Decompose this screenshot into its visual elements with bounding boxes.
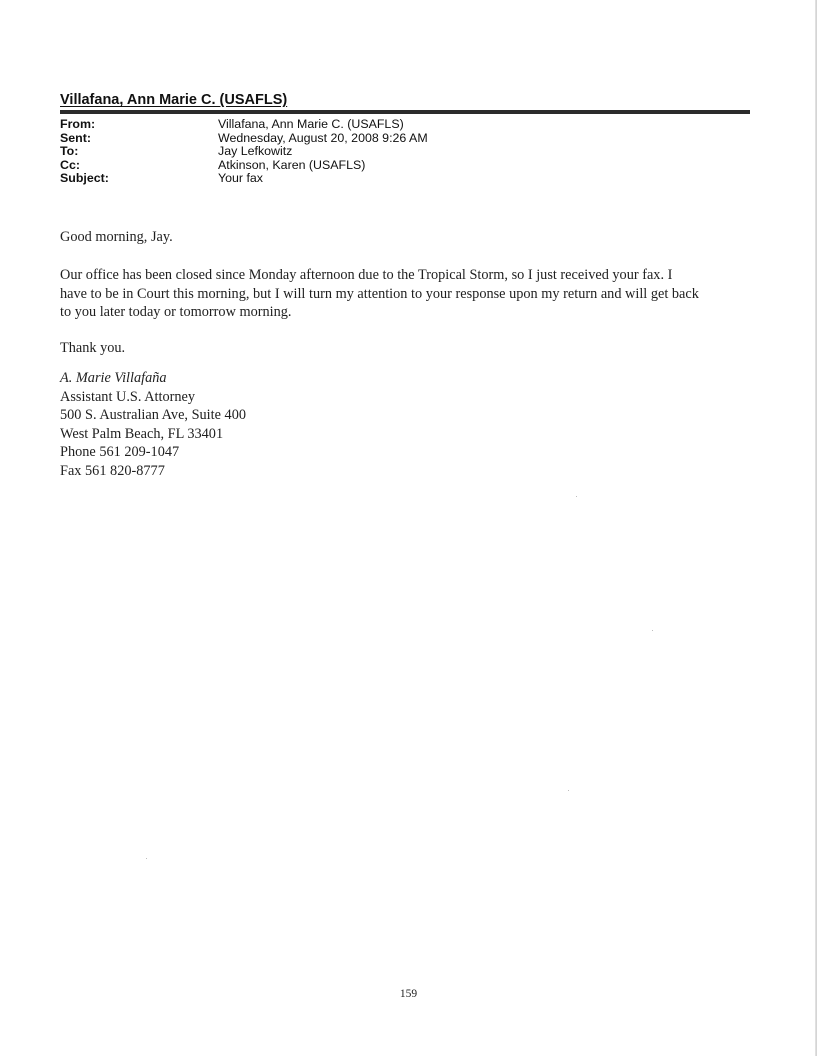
from-label: From: <box>60 117 96 131</box>
signature-address: 500 S. Australian Ave, Suite 400 <box>60 407 246 423</box>
subject-value: Your fax <box>218 171 264 185</box>
to-label: To: <box>60 144 79 158</box>
signature-block <box>60 369 750 480</box>
scan-speck <box>568 790 569 791</box>
paragraph-line: to you later today or tomorrow morning. <box>60 304 292 320</box>
paragraph-line: have to be in Court this morning, but I will turn my attention to your response upon my return and will get back <box>60 285 699 302</box>
scan-speck <box>146 858 147 859</box>
cc-value: Atkinson, Karen (USAFLS) <box>218 157 366 172</box>
page-number: 159 <box>399 988 418 1000</box>
subject-label: Subject: <box>60 171 109 185</box>
closing: Thank you. <box>60 340 126 356</box>
to-row <box>60 145 428 159</box>
signature-phone: Phone 561 209-1047 <box>60 444 180 460</box>
signature-city: West Palm Beach, FL 33401 <box>60 425 224 442</box>
sent-label: Sent: <box>60 130 91 145</box>
scan-speck <box>652 630 653 631</box>
paragraph-line: Our office has been closed since Monday afternoon due to the Tropical Storm, so I just received your fax. I <box>60 267 673 283</box>
signature-title: Assistant U.S. Attorney <box>60 388 196 405</box>
from-row <box>60 118 428 132</box>
greeting: Good morning, Jay. <box>60 229 173 245</box>
header-divider <box>60 110 750 114</box>
cc-label: Cc: <box>60 157 80 172</box>
cc-row <box>60 159 428 173</box>
to-value: Jay Lefkowitz <box>218 144 293 158</box>
sender-heading: Villafana, Ann Marie C. (USAFLS) <box>60 92 288 108</box>
sent-row <box>60 132 428 146</box>
subject-row <box>60 172 428 186</box>
from-value: Villafana, Ann Marie C. (USAFLS) <box>218 117 404 131</box>
email-header-fields <box>60 118 428 186</box>
sent-value: Wednesday, August 20, 2008 9:26 AM <box>218 130 428 145</box>
signature-fax: Fax 561 820-8777 <box>60 462 165 479</box>
signature-name: A. Marie Villafaña <box>60 370 167 386</box>
scan-speck <box>576 496 577 497</box>
message-paragraph <box>60 266 750 322</box>
